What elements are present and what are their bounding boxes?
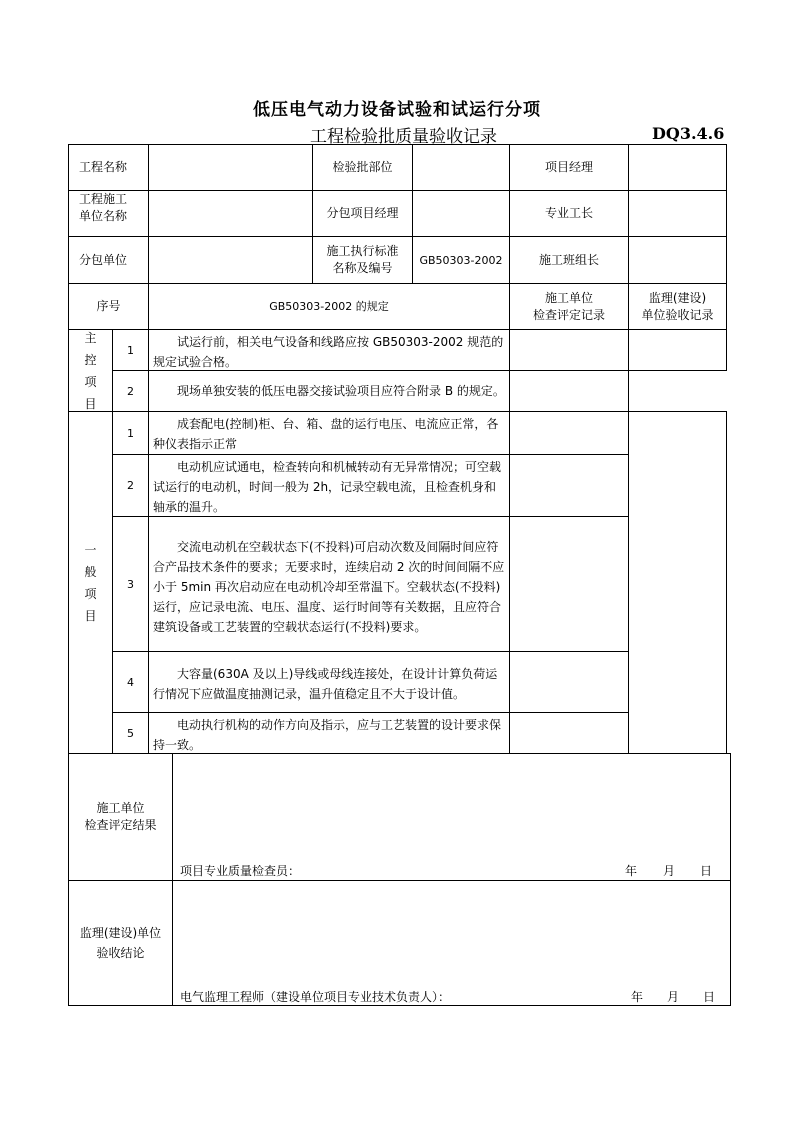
project-name-value[interactable]	[148, 144, 313, 191]
main-item-1-construction[interactable]	[509, 329, 629, 371]
supervision-check-header-line-2: 单位验收记录	[641, 307, 714, 322]
main-item-2-no: 2	[112, 370, 149, 412]
general-items-label-char: 般	[84, 564, 97, 579]
result-day: 日	[700, 864, 713, 878]
team-leader-value[interactable]	[628, 236, 727, 284]
conclusion-year: 年	[631, 990, 644, 1004]
conclusion-label	[68, 880, 173, 1006]
main-items-label-char: 主	[84, 330, 97, 345]
batch-part-label: 检验批部位	[312, 144, 413, 191]
construction-unit-label-line-1: 工程施工	[79, 192, 128, 206]
general-item-4-text: 大容量(630A 及以上)导线或母线连接处，在设计计算负荷运行情况下应做温度抽测记录，温升值稳定且不大于设计值。	[148, 651, 510, 713]
general-item-3-text: 交流电动机在空载状态下(不投料)可启动次数及间隔时间应符合产品技术条件的要求；无要求时，连续启动 2 次的时间间隔不应小于 5min 再次启动应在电动机冷却至常温下。空载状态(不投料)运行，应记录电流、电压、温度、运行时间等有关数据，且应符合建筑设备或工艺装置的空载状态运行(不投料)要求。	[148, 516, 510, 652]
general-item-1-construction[interactable]	[509, 411, 629, 455]
general-items-supervision[interactable]	[628, 411, 727, 754]
construction-check-header-line-2: 检查评定记录	[532, 307, 605, 322]
supervision-check-header	[628, 283, 727, 330]
foreman-value[interactable]	[628, 190, 727, 237]
general-item-1-text: 成套配电(控制)柜、台、箱、盘的运行电压、电流应正常，各种仪表指示正常	[148, 411, 510, 455]
general-item-4-no: 4	[112, 651, 149, 713]
project-manager-label: 项目经理	[509, 144, 629, 191]
general-items-label	[68, 411, 113, 754]
general-item-5-no: 5	[112, 712, 149, 754]
supervision-check-header-line-1: 监理(建设)	[648, 290, 707, 305]
general-item-3-no: 3	[112, 516, 149, 652]
construction-unit-label	[68, 190, 149, 237]
main-item-1-no: 1	[112, 329, 149, 371]
standard-value: GB50303-2002	[412, 236, 510, 284]
general-item-2-text: 电动机应试通电，检查转向和机械转动有无异常情况；可空载试运行的电动机，时间一般为 2h，记录空载电流，且检查机身和轴承的温升。	[148, 454, 510, 517]
team-leader-label: 施工班组长	[509, 236, 629, 284]
conclusion-label-line-2: 验收结论	[96, 946, 145, 960]
conclusion-day: 日	[703, 990, 716, 1004]
conclusion-month: 月	[667, 990, 680, 1004]
project-name-label: 工程名称	[68, 144, 149, 191]
main-item-2-text: 现场单独安装的低压电器交接试验项目应符合附录 B 的规定。	[148, 370, 510, 412]
conclusion-label-line-1: 监理(建设)单位	[79, 926, 162, 940]
construction-unit-value[interactable]	[148, 190, 313, 237]
construction-check-header-line-1: 施工单位	[544, 290, 593, 305]
general-item-2-no: 2	[112, 454, 149, 517]
main-item-1-text: 试运行前，相关电气设备和线路应按 GB50303-2002 规范的规定试验合格。	[148, 329, 510, 371]
result-month: 月	[663, 864, 676, 878]
main-items-label-char: 项	[84, 374, 97, 389]
general-item-5-text: 电动执行机构的动作方向及指示，应与工艺装置的设计要求保持一致。	[148, 712, 510, 754]
general-item-3-construction[interactable]	[509, 516, 629, 652]
general-item-2-construction[interactable]	[509, 454, 629, 517]
result-label	[68, 753, 173, 881]
inspector-label: 项目专业质量检查员：	[180, 864, 301, 878]
standard-label-line-2: 名称及编号	[332, 261, 393, 275]
title-line-1: 低压电气动力设备试验和试运行分项	[253, 100, 541, 120]
spec-header: GB50303-2002 的规定	[148, 283, 510, 330]
general-item-5-construction[interactable]	[509, 712, 629, 754]
standard-label-line-1: 施工执行标准	[326, 244, 399, 258]
construction-check-header	[509, 283, 629, 330]
result-year: 年	[625, 864, 638, 878]
general-items-label-char: 项	[84, 586, 97, 601]
general-item-1-no: 1	[112, 411, 149, 455]
general-item-4-construction[interactable]	[509, 651, 629, 713]
general-items-label-char: 一	[84, 542, 97, 557]
sub-unit-label: 分包单位	[68, 236, 149, 284]
main-items-supervision[interactable]	[628, 329, 727, 371]
main-item-2-construction[interactable]	[509, 370, 629, 412]
sub-unit-value[interactable]	[148, 236, 313, 284]
sub-manager-label: 分包项目经理	[312, 190, 413, 237]
main-items-label-char: 目	[84, 396, 97, 411]
result-label-line-2: 检查评定结果	[84, 818, 157, 832]
title-line-2: 工程检验批质量验收记录	[310, 127, 497, 147]
standard-label	[312, 236, 413, 284]
project-manager-value[interactable]	[628, 144, 727, 191]
main-items-label	[68, 329, 113, 412]
construction-unit-label-line-2: 单位名称	[79, 209, 128, 223]
result-label-line-1: 施工单位	[96, 801, 145, 815]
sub-manager-value[interactable]	[412, 190, 510, 237]
foreman-label: 专业工长	[509, 190, 629, 237]
form-code: DQ3.4.6	[652, 124, 725, 143]
batch-part-value[interactable]	[412, 144, 510, 191]
main-items-label-char: 控	[84, 352, 97, 367]
seq-header: 序号	[68, 283, 149, 330]
general-items-label-char: 目	[84, 608, 97, 623]
engineer-label: 电气监理工程师（建设单位项目专业技术负责人）：	[180, 990, 451, 1004]
